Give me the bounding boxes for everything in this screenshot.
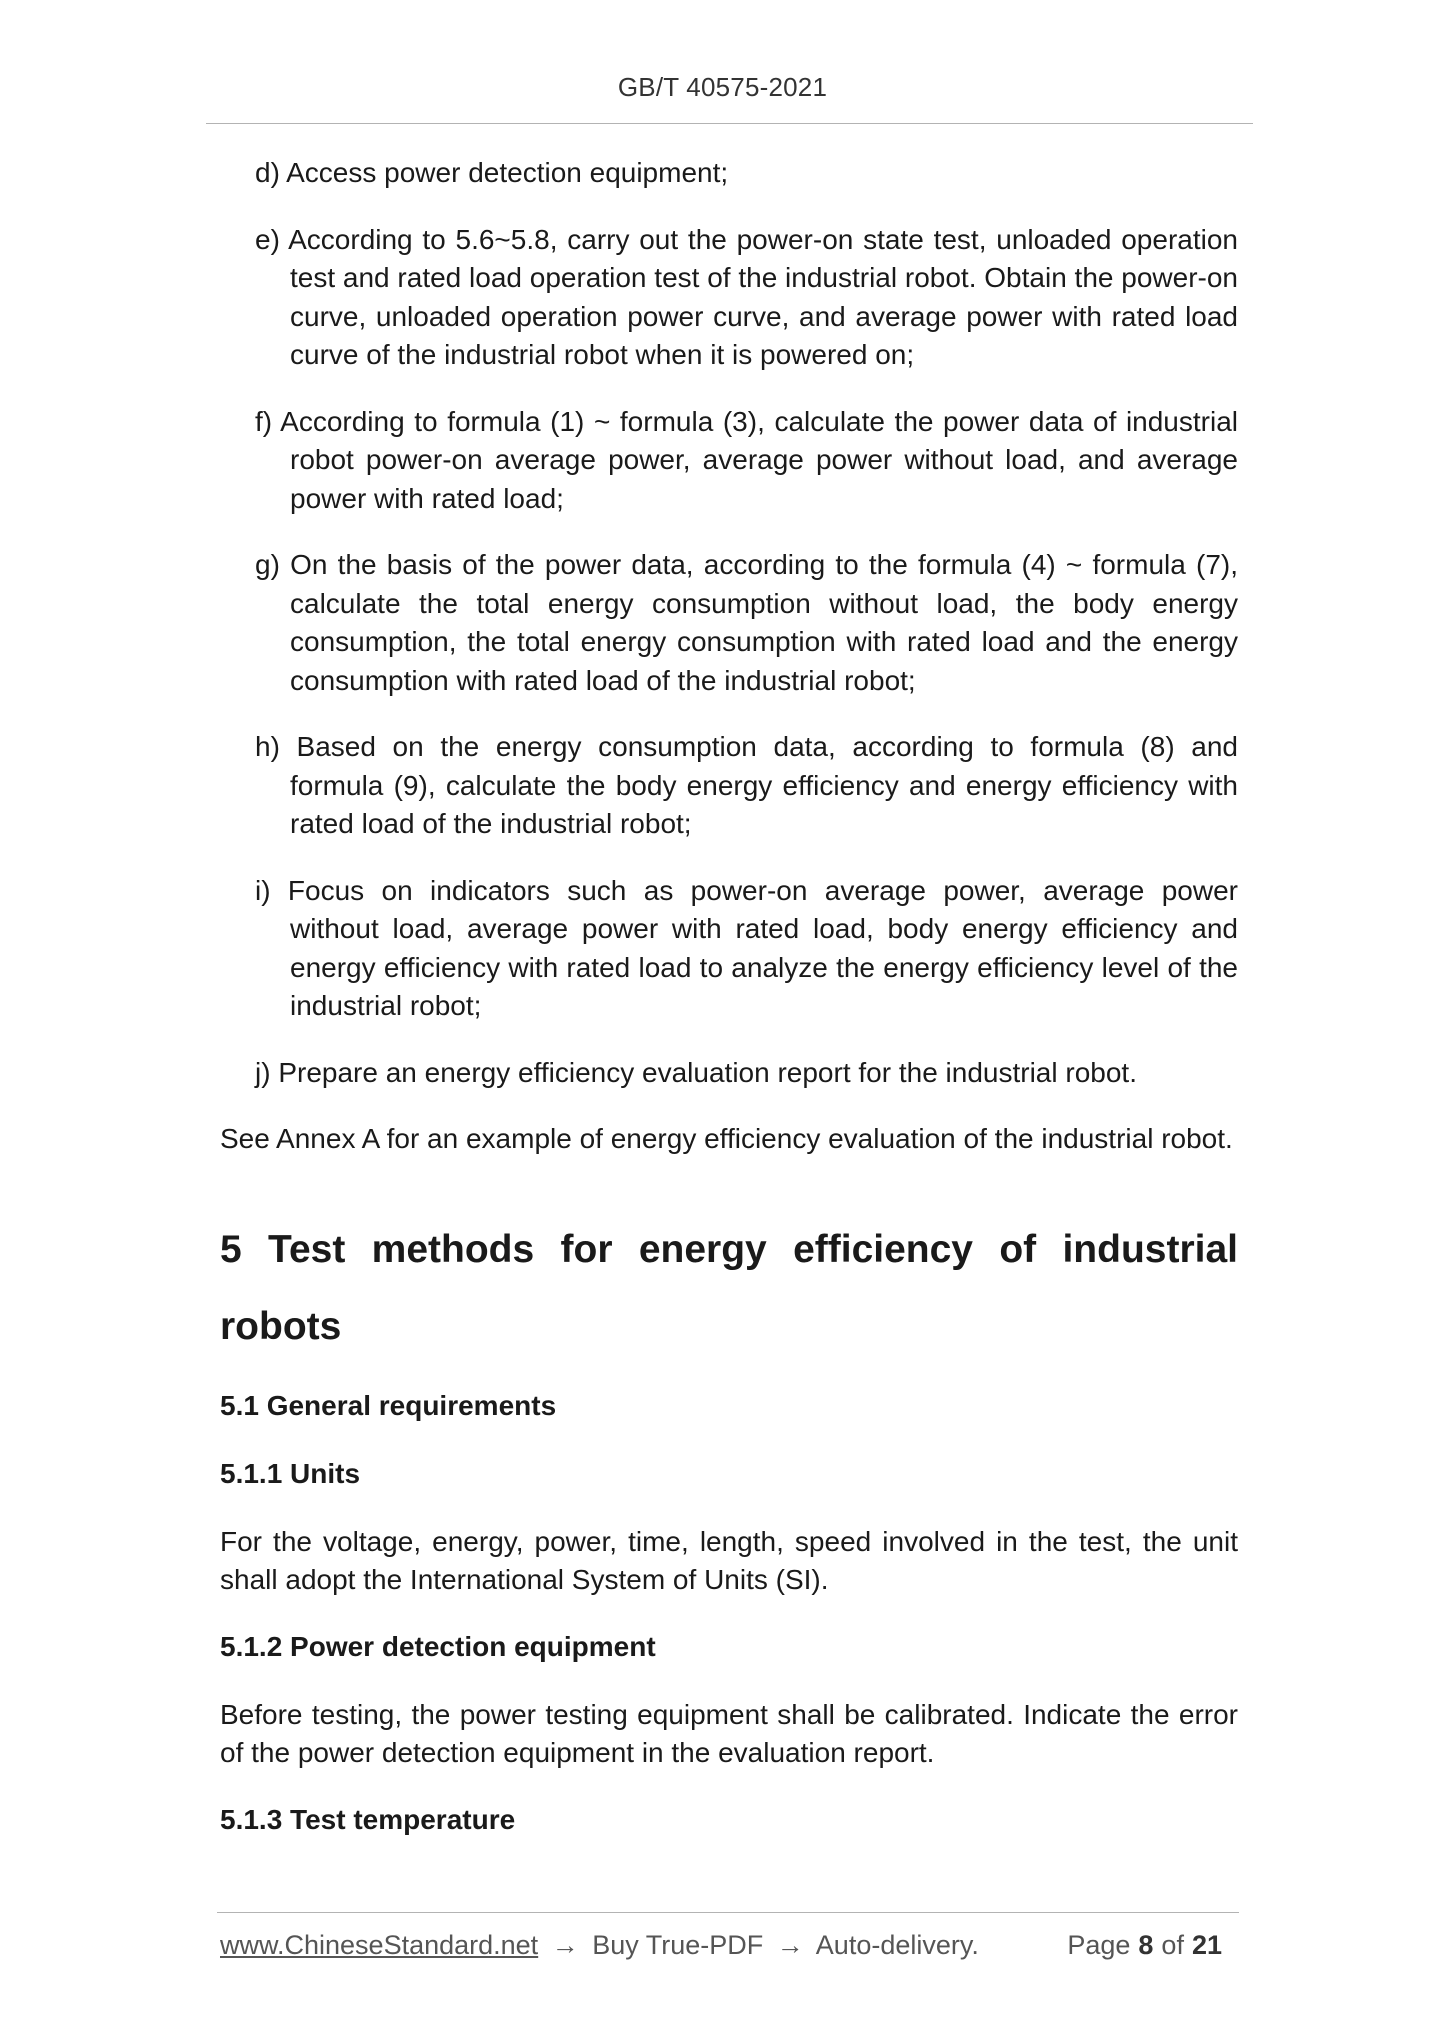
section-5-heading: 5 Test methods for energy efficiency of industrial robots	[220, 1227, 1238, 1348]
section-5-1-2-heading: 5.1.2 Power detection equipment	[220, 1630, 656, 1662]
section-5-1-1-heading: 5.1.1 Units	[220, 1457, 361, 1489]
list-item-j: j) Prepare an energy efficiency evaluation report for the industrial robot.	[255, 1056, 1137, 1088]
auto-delivery-text: Auto-delivery.	[815, 1930, 979, 1960]
buy-pdf-text: Buy True-PDF	[592, 1930, 764, 1960]
arrow-right-icon: →	[776, 1930, 804, 1960]
list-item-g: g) On the basis of the power data, according to the formula (4) ~ formula (7), calculate the total energy consumption without load, the body energy consumption, the total energy consumption with rated load and the energy consumption with rated load of the industrial robot;	[255, 549, 1238, 696]
of-label: of	[1161, 1930, 1184, 1960]
document-code-header: GB/T 40575-2021	[617, 72, 828, 102]
page-body	[220, 154, 1238, 1869]
total-pages-number: 21	[1191, 1930, 1222, 1960]
arrow-right-icon: →	[551, 1930, 579, 1960]
annex-note: See Annex A for an example of energy efficiency evaluation of the industrial robot.	[220, 1123, 1233, 1154]
list-item-h: h) Based on the energy consumption data, according to formula (8) and formula (9), calculate the body energy efficiency and energy efficiency with rated load of the industrial robot;	[255, 731, 1238, 839]
website-link[interactable]: www.ChineseStandard.net	[220, 1930, 539, 1960]
footer-promo	[220, 1930, 979, 1961]
section-5-1-2-body: Before testing, the power testing equipment shall be calibrated. Indicate the error of the power detection equipment in the evaluation report.	[220, 1698, 1238, 1768]
section-5-1-heading: 5.1 General requirements	[220, 1389, 557, 1421]
page-indicator	[1067, 1930, 1230, 1961]
footer-divider	[217, 1912, 1239, 1913]
page-label: Page	[1067, 1930, 1131, 1960]
list-item-i: i) Focus on indicators such as power-on average power, average power without load, average power with rated load, body energy efficiency and energy efficiency with rated load to analyze the energy efficiency level of the industrial robot;	[255, 874, 1238, 1021]
current-page-number: 8	[1138, 1930, 1154, 1960]
section-5-1-1-body: For the voltage, energy, power, time, length, speed involved in the test, the unit shall adopt the International System of Units (SI).	[220, 1525, 1238, 1595]
header-divider	[206, 123, 1253, 124]
page-footer	[220, 1930, 1230, 1970]
section-5-1-3-heading: 5.1.3 Test temperature	[220, 1803, 516, 1835]
list-item-f: f) According to formula (1) ~ formula (3), calculate the power data of industrial robot power-on average power, average power without load, and average power with rated load;	[255, 405, 1238, 514]
list-item-d: d) Access power detection equipment;	[255, 157, 729, 188]
list-item-e: e) According to 5.6~5.8, carry out the power-on state test, unloaded operation test and rated load operation test of the industrial robot. Obtain the power-on curve, unloaded operation power curve, and average power with rated load curve of the industrial robot when it is powered on;	[255, 223, 1238, 370]
